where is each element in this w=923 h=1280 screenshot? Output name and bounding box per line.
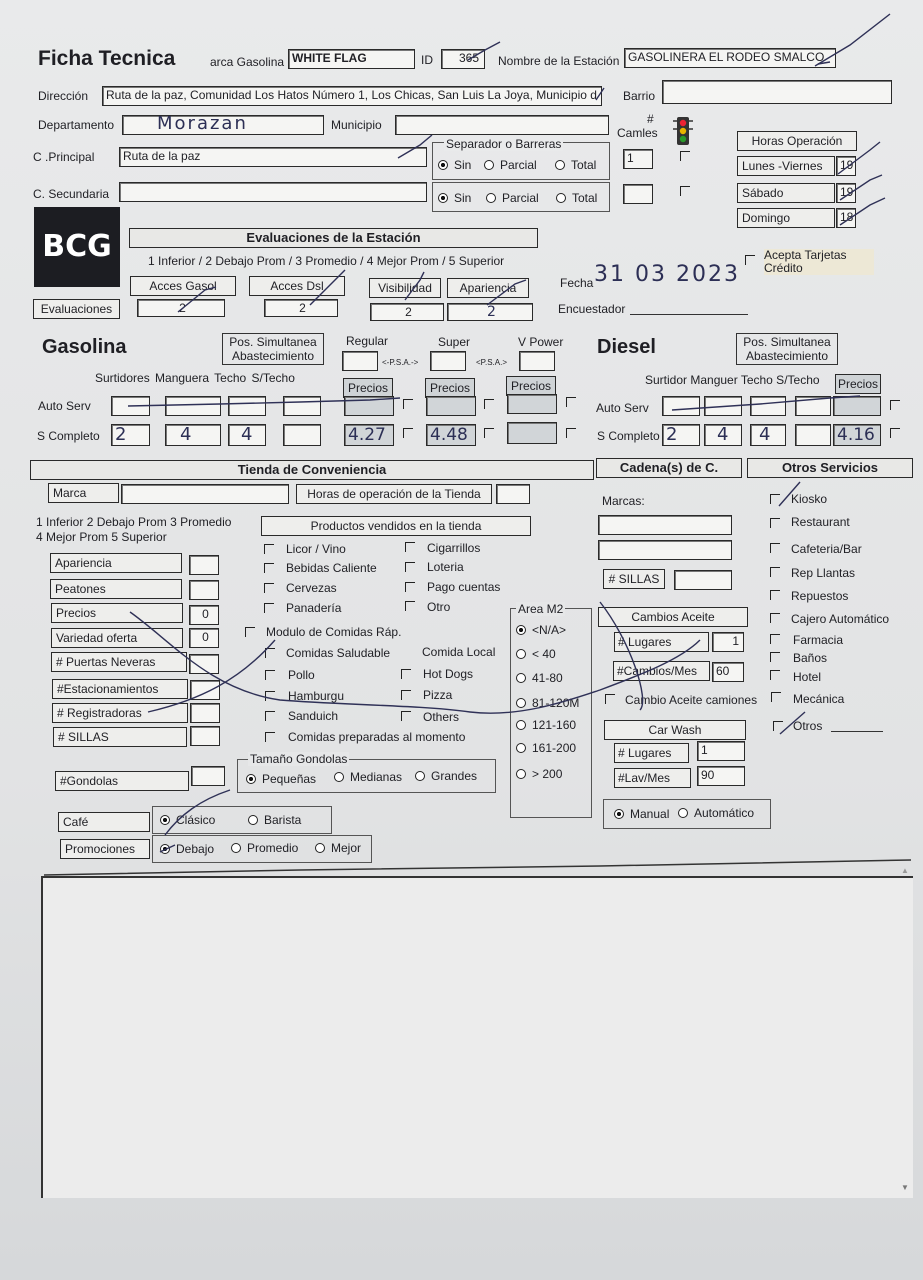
apariencia-label: Apariencia: [447, 278, 529, 298]
lunes-label: Lunes -Viernes: [737, 156, 835, 176]
pen-mark-curve-1: [130, 612, 700, 713]
gas-completo-label: S Completo: [37, 429, 100, 443]
lav-label: #Lav/Mes: [614, 768, 691, 788]
acces-dsl-field[interactable]: 2: [264, 299, 338, 317]
gas-sc-mang[interactable]: 4: [165, 424, 221, 446]
pen-mark-direccion: [596, 88, 604, 100]
municipio-label: Municipio: [331, 118, 382, 132]
psa-label-2: <P.S.A.>: [476, 358, 507, 367]
cambio-camiones-label: Cambio Aceite camiones: [625, 693, 758, 707]
area-lt40[interactable]: < 40: [516, 647, 556, 661]
prod-loteria: Loteria: [427, 560, 464, 574]
prod-bebidas: Bebidas Caliente: [286, 561, 377, 575]
psa-label-1: <-P.S.A.->: [382, 358, 419, 367]
otros-restaurant: Restaurant: [791, 515, 850, 529]
gas-sc-techo[interactable]: 4: [228, 424, 266, 446]
camiones-field-1[interactable]: 1: [623, 149, 653, 169]
diesel-title: Diesel: [597, 336, 656, 358]
prod-licor: Licor / Vino: [286, 542, 346, 556]
super-label: Super: [438, 335, 471, 349]
gas-precios-2: Precios: [425, 378, 475, 398]
otros-mecanica: Mecánica: [793, 692, 845, 706]
regular-label: Regular: [346, 334, 389, 348]
pen-mark-estacion: [815, 14, 890, 66]
pen-mark-otros: [780, 712, 805, 734]
otros-cafeteria: Cafeteria/Bar: [791, 542, 862, 556]
sabado-label: Sábado: [737, 183, 835, 203]
cadena-marcas-label: Marcas:: [602, 494, 645, 508]
diesel-pos-label: Pos. Simultanea Abastecimiento: [736, 333, 838, 365]
tienda-title: Tienda de Conveniencia: [30, 460, 594, 480]
tienda-scale-2: 4 Mejor Prom 5 Superior: [36, 530, 167, 544]
rating-puertas: # Puertas Neveras: [51, 652, 187, 672]
id-label: ID: [421, 53, 433, 67]
otros-title: Otros Servicios: [747, 458, 913, 478]
evaluaciones-title: Evaluaciones de la Estación: [129, 228, 538, 248]
otros-otros: Otros: [793, 719, 823, 733]
diesel-sc-techo[interactable]: 4: [750, 424, 786, 446]
barrio-label: Barrio: [623, 89, 656, 103]
estacion-label: Nombre de la Estación: [498, 54, 620, 68]
modulo-label: Modulo de Comidas Ráp.: [266, 625, 402, 639]
sub-hamburgu: Hamburgu: [288, 689, 345, 703]
rating-gondolas: #Gondolas: [55, 771, 189, 791]
sub-saludable: Comidas Saludable: [286, 646, 391, 660]
diesel-sc-mang[interactable]: 4: [704, 424, 742, 446]
pen-mark-principal: [398, 135, 432, 158]
prod-cervezas: Cervezas: [286, 581, 337, 595]
rating-registradoras: # Registradoras: [52, 703, 188, 723]
otros-banos: Baños: [793, 651, 828, 665]
gas-precios-1: Precios: [343, 378, 393, 398]
gas-auto-label: Auto Serv: [38, 399, 91, 413]
gasolina-title: Gasolina: [42, 336, 127, 358]
area-121-160[interactable]: 121-160: [516, 718, 576, 732]
area-na[interactable]: <N/A>: [516, 623, 566, 637]
fecha-label: Fecha: [560, 276, 594, 290]
encuestador-label: Encuestador: [558, 302, 626, 316]
evaluaciones-scale: 1 Inferior / 2 Debajo Prom / 3 Promedio / 4 Mejor Prom / 5 Superior: [148, 254, 505, 268]
tienda-horas-label: Horas de operación de la Tienda: [296, 484, 492, 504]
gas-sc-surt[interactable]: 2: [111, 424, 150, 446]
sub-hotdogs: Hot Dogs: [423, 667, 474, 681]
pen-mark-curve-3: [600, 602, 643, 710]
comidas-prep: Comidas preparadas al momento: [288, 730, 466, 744]
cambios-lugares-label: # Lugares: [614, 632, 709, 652]
pen-mark-estacion-2: [818, 62, 830, 64]
sub-pollo: Pollo: [288, 668, 315, 682]
rating-variedad-field[interactable]: 0: [189, 628, 219, 648]
divider-line: [44, 860, 911, 875]
modo-manual[interactable]: Manual: [614, 807, 669, 821]
area-161-200[interactable]: 161-200: [516, 741, 576, 755]
carwash-title: Car Wash: [604, 720, 746, 740]
cafe-barista[interactable]: Barista: [248, 813, 301, 827]
rating-precios-field[interactable]: 0: [189, 605, 219, 625]
pen-mark-diesel-auto: [672, 396, 860, 410]
rating-apariencia: Apariencia: [50, 553, 182, 573]
sep2-sin[interactable]: Sin: [438, 191, 471, 205]
pen-mark-apariencia: [487, 280, 526, 305]
visibilidad-label: Visibilidad: [369, 278, 441, 298]
cadena-title: Cadena(s) de C.: [596, 458, 742, 478]
gasolina-pos-label: Pos. Simultanea Abastecimiento: [222, 333, 324, 365]
bcg-logo: BCG: [34, 207, 120, 287]
departamento-label: Departamento: [38, 118, 115, 132]
pen-mark-gasol: [178, 287, 216, 312]
apariencia-field[interactable]: 2: [447, 303, 533, 321]
sabado-field[interactable]: 19: [836, 183, 856, 203]
gasolina-cols: Surtidores Manguera Techo S/Techo: [95, 371, 295, 385]
gas-sc-p2[interactable]: 4.48: [426, 424, 476, 446]
form-title: Ficha Tecnica: [38, 47, 176, 70]
marca-label: arca Gasolina: [210, 55, 285, 69]
pen-mark-visibilidad: [405, 272, 424, 300]
sep2-total[interactable]: Total: [556, 191, 597, 205]
pen-mark-auto-serv: [128, 398, 400, 406]
cafe-label: Café: [58, 812, 150, 832]
acces-gasol-label: Acces Gasol: [130, 276, 236, 296]
marca-field[interactable]: WHITE FLAG: [288, 49, 415, 69]
scroll-down-icon[interactable]: ▼: [901, 1183, 909, 1192]
cambios-mes-field[interactable]: 60: [712, 662, 744, 682]
cambios-mes-label: #Cambios/Mes: [613, 661, 710, 681]
lunes-field[interactable]: 19: [836, 156, 856, 176]
direccion-label: Dirección: [38, 89, 89, 103]
rating-sillas: # SILLAS: [53, 727, 187, 747]
direccion-field[interactable]: Ruta de la paz, Comunidad Los Hatos Número 1, Los Chicas, San Luis La Joya, Municipio d: [102, 86, 602, 106]
scroll-up-icon[interactable]: ▲: [901, 866, 909, 875]
separador-label: Separador o Barreras: [446, 137, 562, 151]
gondolas-grandes[interactable]: Grandes: [415, 769, 477, 783]
tarjetas-label: Acepta Tarjetas Crédito: [764, 249, 874, 275]
cambios-lugares-field[interactable]: 1: [712, 632, 744, 652]
fecha-value[interactable]: 31 03 2023: [594, 262, 740, 287]
estacion-field[interactable]: GASOLINERA EL RODEO SMALCO: [624, 48, 836, 68]
pen-mark-promo: [160, 845, 175, 852]
diesel-completo-label: S Completo: [597, 429, 660, 443]
rating-variedad: Variedad oferta: [51, 628, 183, 648]
id-field[interactable]: 365: [441, 49, 485, 69]
sub-others: Others: [423, 710, 460, 724]
domingo-field[interactable]: 18: [836, 208, 856, 228]
horas-title: Horas Operación: [737, 131, 857, 151]
domingo-label: Domingo: [737, 208, 835, 228]
promo-promedio[interactable]: Promedio: [231, 841, 298, 855]
sep2-parcial[interactable]: Parcial: [486, 191, 539, 205]
gondolas-medianas[interactable]: Medianas: [334, 770, 402, 784]
otros-farmacia: Farmacia: [793, 633, 844, 647]
cadena-sillas-label: # SILLAS: [603, 569, 665, 589]
pen-mark-sabado: [840, 175, 882, 200]
diesel-precios: Precios: [835, 374, 881, 394]
pen-mark-curve-2: [148, 640, 275, 712]
modo-automatico[interactable]: Automático: [678, 806, 754, 820]
otros-kiosko: Kiosko: [791, 492, 828, 506]
comida-local-label: Comida Local: [422, 645, 496, 659]
camiones-label: Camles: [617, 126, 658, 140]
diesel-auto-label: Auto Serv: [596, 401, 649, 415]
productos-title: Productos vendidos en la tienda: [261, 516, 531, 536]
rating-precios: Precios: [51, 603, 183, 623]
diesel-cols: Surtidor Manguer Techo S/Techo: [645, 373, 820, 387]
cw-lugares-label: # Lugares: [614, 743, 689, 763]
otros-hotel: Hotel: [793, 670, 822, 684]
departamento-field[interactable]: Morazan: [122, 115, 324, 135]
otros-cajero: Cajero Automático: [791, 612, 890, 626]
pen-mark-lunes: [838, 142, 880, 174]
sub-sanduich: Sanduich: [288, 709, 339, 723]
prod-cigarrillos: Cigarrillos: [427, 541, 481, 555]
rating-peatones: Peatones: [50, 579, 182, 599]
pen-mark-id: [468, 42, 500, 60]
rating-estacionamientos: #Estacionamientos: [52, 679, 188, 699]
area-41-80[interactable]: 41-80: [516, 671, 563, 685]
otros-repuestos: Repuestos: [791, 589, 849, 603]
pen-mark-dsl: [310, 270, 345, 305]
cambios-title: Cambios Aceite: [598, 607, 748, 627]
cprincipal-field[interactable]: Ruta de la paz: [119, 147, 427, 167]
promociones-label: Promociones: [60, 839, 150, 859]
pen-mark-kiosko: [779, 482, 800, 506]
gas-precios-3: Precios: [506, 376, 556, 396]
gondolas-pequenas[interactable]: Pequeñas: [246, 772, 316, 786]
tienda-marca-label: Marca: [48, 483, 119, 503]
evaluaciones-label: Evaluaciones: [33, 299, 120, 319]
area-81-120[interactable]: 81-120M: [516, 696, 579, 710]
promo-debajo[interactable]: Debajo: [160, 842, 214, 856]
csecundaria-label: C. Secundaria: [33, 187, 110, 201]
otros-llantas: Rep Llantas: [791, 566, 856, 580]
diesel-sc-p1[interactable]: 4.16: [833, 424, 881, 446]
prod-pago: Pago cuentas: [427, 580, 501, 594]
pen-mark-domingo: [840, 198, 885, 225]
acces-gasol-field[interactable]: 2: [137, 299, 225, 317]
visibilidad-field[interactable]: 2: [370, 303, 444, 321]
sub-pizza: Pizza: [423, 688, 453, 702]
sep1-sin[interactable]: Sin: [438, 158, 471, 172]
diesel-sc-surt[interactable]: 2: [662, 424, 700, 446]
gas-sc-p1[interactable]: 4.27: [344, 424, 394, 446]
tienda-scale-1: 1 Inferior 2 Debajo Prom 3 Promedio: [36, 515, 232, 529]
gondolas-title: Tamaño Gondolas: [250, 752, 348, 766]
acces-dsl-label: Acces Dsl: [249, 276, 345, 296]
sep1-parcial[interactable]: Parcial: [484, 158, 537, 172]
cw-lugares-field[interactable]: 1: [697, 741, 745, 761]
prod-otro: Otro: [427, 600, 451, 614]
lav-field[interactable]: 90: [697, 766, 745, 786]
cprincipal-label: C .Principal: [33, 150, 95, 164]
area-gt200[interactable]: > 200: [516, 767, 562, 781]
vpower-label: V Power: [518, 335, 564, 349]
pen-mark-cafe: [165, 790, 230, 835]
sep1-total[interactable]: Total: [555, 158, 596, 172]
cafe-clasico[interactable]: Clásico: [160, 813, 215, 827]
camiones-hash: #: [647, 112, 654, 126]
prod-panaderia: Panadería: [286, 601, 342, 615]
promo-mejor[interactable]: Mejor: [315, 841, 361, 855]
area-title: Area M2: [518, 602, 564, 616]
